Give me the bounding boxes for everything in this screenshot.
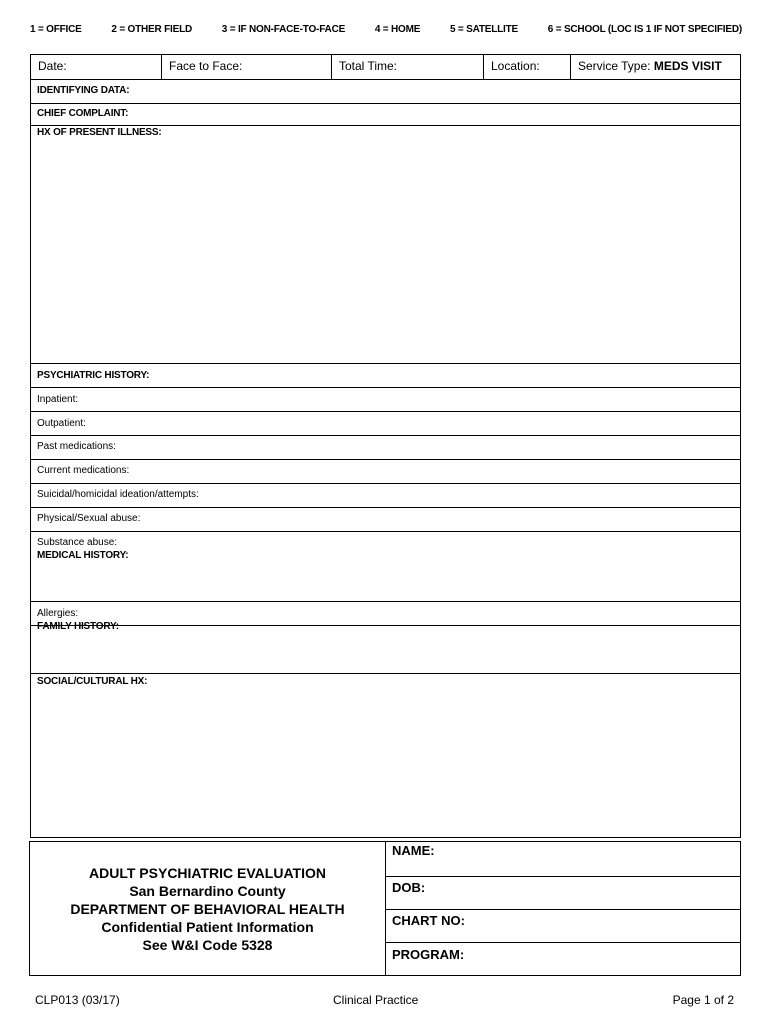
outpatient-label: Outpatient:: [37, 418, 86, 429]
evaluation-form: [30, 54, 741, 838]
face-to-face-field[interactable]: Face to Face:: [162, 55, 332, 79]
code-reference: See W&I Code 5328: [142, 936, 273, 953]
substance-abuse-label: Substance abuse:: [37, 537, 118, 548]
loc-code-3: 3 = IF NON-FACE-TO-FACE: [221, 24, 346, 35]
header-row: [31, 55, 740, 79]
abuse-row[interactable]: [31, 507, 740, 531]
inpatient-row[interactable]: [31, 387, 740, 411]
loc-code-5: 5 = SATELLITE: [449, 24, 519, 35]
allergies-row[interactable]: [31, 601, 740, 632]
total-time-field[interactable]: Total Time:: [332, 55, 484, 79]
identifying-data-label: IDENTIFYING DATA:: [37, 85, 130, 96]
social-cultural-row[interactable]: [31, 673, 740, 839]
psychiatric-history-row: [31, 363, 740, 387]
outpatient-row[interactable]: [31, 411, 740, 435]
allergies-label: Allergies:: [37, 608, 79, 619]
service-type-field[interactable]: Service Type: MEDS VISIT: [578, 59, 722, 73]
service-type-value: MEDS VISIT: [653, 59, 722, 73]
loc-code-6: 6 = SCHOOL (LOC IS 1 IF NOT SPECIFIED): [547, 24, 742, 35]
medical-history-label: MEDICAL HISTORY:: [37, 550, 129, 561]
current-medications-label: Current medications:: [37, 465, 130, 476]
patient-fields: [385, 842, 740, 975]
suicidal-ideation-label: Suicidal/homicidal ideation/attempts:: [37, 489, 199, 500]
county-name: San Bernardino County: [129, 882, 286, 899]
confidential-notice: Confidential Patient Information: [101, 918, 314, 935]
inpatient-label: Inpatient:: [37, 394, 79, 405]
program-field[interactable]: PROGRAM:: [386, 942, 740, 976]
psychiatric-history-label: PSYCHIATRIC HISTORY:: [37, 370, 150, 381]
hx-present-illness-row[interactable]: [31, 125, 740, 363]
form-code: CLP013 (03/17): [35, 993, 120, 1007]
past-medications-label: Past medications:: [37, 441, 116, 452]
hx-present-illness-label: HX OF PRESENT ILLNESS:: [37, 127, 162, 138]
identifying-data-row[interactable]: [31, 79, 740, 103]
social-cultural-label: SOCIAL/CULTURAL HX:: [37, 676, 148, 687]
past-medications-row[interactable]: [31, 435, 740, 459]
name-field[interactable]: NAME:: [392, 843, 435, 858]
chief-complaint-row[interactable]: [31, 103, 740, 125]
department-name: DEPARTMENT OF BEHAVIORAL HEALTH: [70, 900, 345, 917]
dob-field[interactable]: DOB:: [386, 876, 740, 909]
family-history-row[interactable]: [31, 625, 740, 673]
loc-code-2: 2 = OTHER FIELD: [111, 24, 193, 35]
location-field[interactable]: Location:: [484, 55, 571, 79]
current-medications-row[interactable]: [31, 459, 740, 483]
footer-category: Clinical Practice: [333, 993, 419, 1007]
chart-no-field[interactable]: CHART NO:: [386, 909, 740, 942]
location-code-legend: [30, 24, 742, 35]
page-number: Page 1 of 2: [672, 993, 734, 1007]
form-title: ADULT PSYCHIATRIC EVALUATION: [89, 864, 326, 881]
suicidal-ideation-row[interactable]: [31, 483, 740, 507]
substance-medical-row[interactable]: [31, 531, 740, 601]
loc-code-4: 4 = HOME: [374, 24, 421, 35]
chief-complaint-label: CHIEF COMPLAINT:: [37, 108, 129, 119]
loc-code-1: 1 = OFFICE: [30, 24, 82, 35]
family-history-label: FAMILY HISTORY:: [37, 621, 119, 632]
date-field[interactable]: Date:: [31, 55, 162, 79]
form-title-block: [30, 842, 385, 975]
patient-id-box: [29, 841, 741, 976]
abuse-label: Physical/Sexual abuse:: [37, 513, 141, 524]
